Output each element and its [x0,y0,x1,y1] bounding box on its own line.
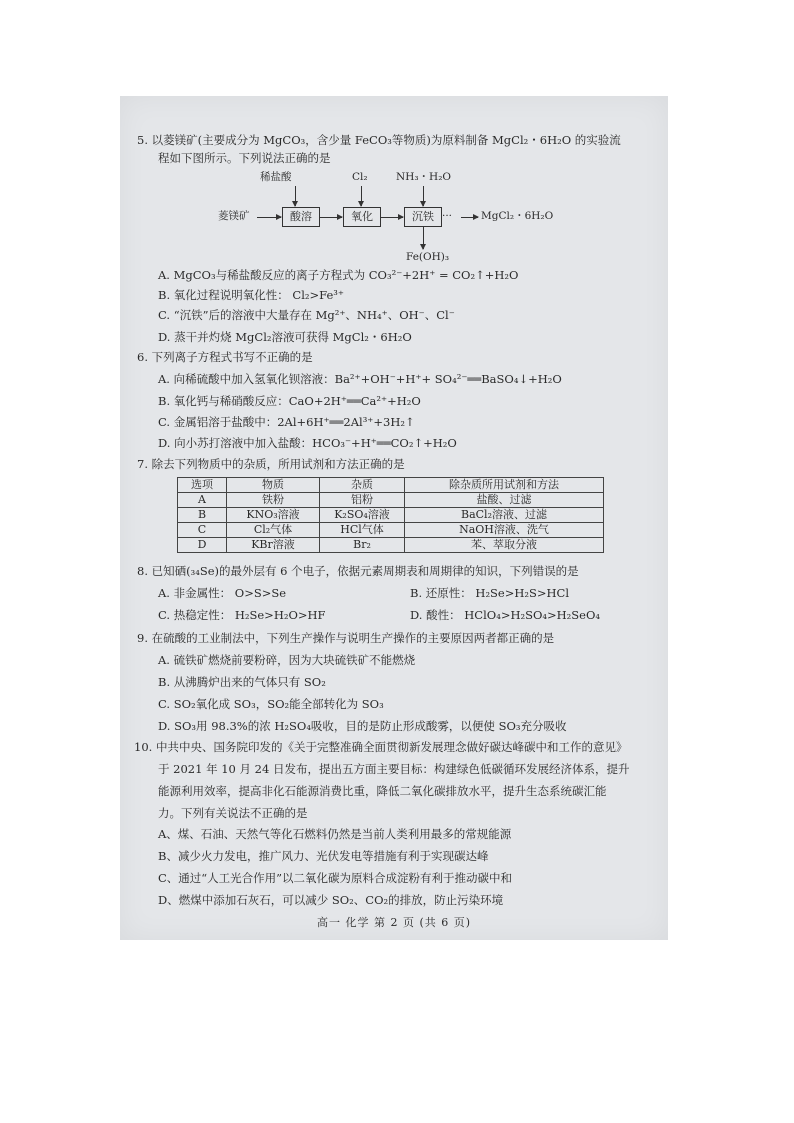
step-precipitate-iron-box: 沉铁 [404,207,442,227]
q5-option-b: B. 氧化过程说明氧化性： Cl₂>Fe³⁺ [158,288,344,302]
table-header-row [178,478,604,493]
table-cell: BaCl₂溶液、过滤 [405,508,604,523]
table-row [178,493,604,508]
table-row [178,508,604,523]
q10-stem-line1: 10. 中共中央、国务院印发的《关于完整准确全面贯彻新发展理念做好碳达峰碳中和工作的意见》 [134,740,628,754]
page-footer: 高一 化学 第 2 页 (共 6 页) [316,916,472,929]
q8-stem: 8. 已知硒(₃₄Se)的最外层有 6 个电子，依据元素周期表和周期律的知识，下列错误的是 [137,564,579,578]
table-header-cell: 除杂质所用试剂和方法 [405,478,604,493]
q10-option-c: C、通过“人工光合作用”以二氧化碳为原料合成淀粉有利于推动碳中和 [158,871,513,885]
reagent-hcl-label: 稀盐酸 [260,171,292,183]
q5-option-d: D. 蒸干并灼烧 MgCl₂溶液可获得 MgCl₂・6H₂O [158,330,412,344]
table-cell: KNO₃溶液 [227,508,320,523]
table-row [178,523,604,538]
q6-option-c: C. 金属铝溶于盐酸中：2Al+6H⁺══2Al³⁺+3H₂↑ [158,415,415,429]
q6-option-d: D. 向小苏打溶液中加入盐酸：HCO₃⁻+H⁺══CO₂↑+H₂O [158,436,457,450]
table-cell: B [178,508,227,523]
q9-stem: 9. 在硫酸的工业制法中，下列生产操作与说明生产操作的主要原因两者都正确的是 [137,631,555,645]
table-cell: D [178,538,227,553]
hcl-arrow-icon [295,186,296,206]
product-label: MgCl₂・6H₂O [481,210,554,222]
q7-table [177,477,604,553]
table-cell: 铝粉 [320,493,405,508]
exam-page [120,96,668,940]
q8-option-c: C. 热稳定性： H₂Se>H₂O>HF [158,608,326,622]
q10-stem-line3: 能源利用效率，提高非化石能源消费比重，降低二氧化碳排放水平，提升生态系统碳汇能 [158,784,607,798]
table-cell: HCl气体 [320,523,405,538]
table-cell: 苯、萃取分液 [405,538,604,553]
page-content [120,96,668,940]
cl2-arrow-icon [361,186,362,206]
table-cell: A [178,493,227,508]
arrow-right-icon [320,217,342,218]
q6-option-a: A. 向稀硫酸中加入氢氧化钡溶液：Ba²⁺+OH⁻+H⁺+ SO₄²⁻══BaSO₄↓+H₂O [158,372,562,386]
q8-option-b: B. 还原性： H₂Se>H₂S>HCl [410,586,570,600]
q6-stem: 6. 下列离子方程式书写不正确的是 [137,350,313,364]
q8-option-d: D. 酸性： HClO₄>H₂SO₄>H₂SeO₄ [410,608,601,622]
q10-option-a: A、煤、石油、天然气等化石燃料仍然是当前人类利用最多的常规能源 [158,827,512,841]
flow-ellipsis: ··· [442,210,453,222]
step-oxidize-box: 氧化 [343,207,381,227]
reagent-ammonia-label: NH₃・H₂O [396,171,452,183]
table-header-cell: 杂质 [320,478,405,493]
q9-option-b: B. 从沸腾炉出来的气体只有 SO₂ [158,675,326,689]
q8-option-a: A. 非金属性： O>S>Se [158,586,287,600]
step-acid-dissolve-box: 酸溶 [282,207,320,227]
q9-option-d: D. SO₃用 98.3%的浓 H₂SO₄吸收，目的是防止形成酸雾，以便使 SO₃充分吸收 [158,719,567,733]
byproduct-label: Fe(OH)₃ [406,251,450,263]
table-cell: KBr溶液 [227,538,320,553]
table-cell: 盐酸、过滤 [405,493,604,508]
q10-stem-line4: 力。下列有关说法不正确的是 [158,806,308,820]
q9-option-c: C. SO₂氧化成 SO₃，SO₂能全部转化为 SO₃ [158,697,384,711]
q5-stem-line1: 5. 以菱镁矿(主要成分为 MgCO₃，含少量 FeCO₃等物质)为原料制备 MgCl₂・6H₂O 的实验流 [137,133,621,147]
q10-stem-line2: 于 2021 年 10 月 24 日发布，提出五方面主要目标：构建绿色低碳循环发展经济体系，提升 [158,762,630,776]
precipitate-arrow-icon [423,227,424,249]
q6-option-b: B. 氧化钙与稀硝酸反应：CaO+2H⁺══Ca²⁺+H₂O [158,394,421,408]
raw-material-label: 菱镁矿 [218,210,250,222]
table-cell: C [178,523,227,538]
ammonia-arrow-icon [423,186,424,206]
q5-stem-line2: 程如下图所示。下列说法正确的是 [158,151,331,165]
table-header-cell: 选项 [178,478,227,493]
arrow-right-icon [257,217,281,218]
q10-option-d: D、燃煤中添加石灰石，可以减少 SO₂、CO₂的排放，防止污染环境 [158,893,504,907]
q10-option-b: B、减少火力发电，推广风力、光伏发电等措施有利于实现碳达峰 [158,849,489,863]
table-cell: 铁粉 [227,493,320,508]
q7-stem: 7. 除去下列物质中的杂质，所用试剂和方法正确的是 [137,457,405,471]
table-cell: NaOH溶液、洗气 [405,523,604,538]
q9-option-a: A. 硫铁矿燃烧前要粉碎，因为大块硫铁矿不能燃烧 [158,653,416,667]
arrow-right-icon [381,217,403,218]
table-row [178,538,604,553]
q5-option-c: C. “沉铁”后的溶液中大量存在 Mg²⁺、NH₄⁺、OH⁻、Cl⁻ [158,308,455,322]
table-cell: Cl₂气体 [227,523,320,538]
arrow-right-icon [461,217,478,218]
reagent-cl2-label: Cl₂ [352,171,368,183]
table-cell: Br₂ [320,538,405,553]
table-header-cell: 物质 [227,478,320,493]
table-cell: K₂SO₄溶液 [320,508,405,523]
q5-option-a: A. MgCO₃与稀盐酸反应的离子方程式为 CO₃²⁻+2H⁺ = CO₂↑+H₂O [158,268,519,282]
